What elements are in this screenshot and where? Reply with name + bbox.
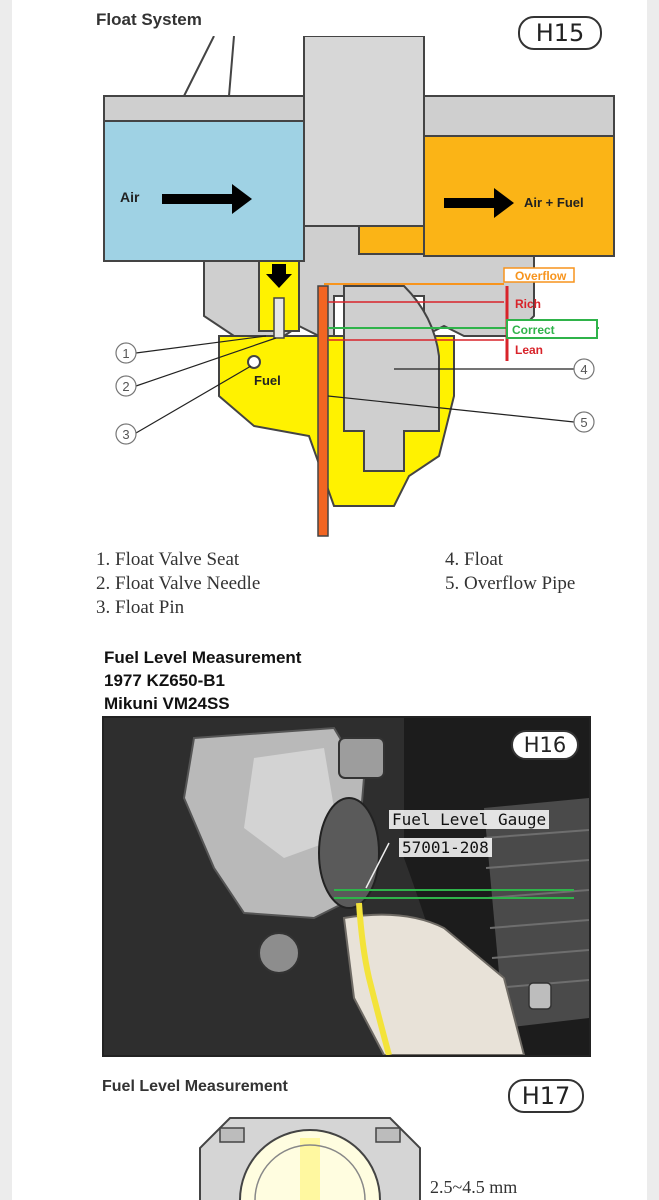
air-fuel-label: Air + Fuel [524, 195, 584, 210]
legend-right [445, 548, 575, 596]
float-system-title: Float System [96, 10, 202, 29]
air-label: Air [120, 189, 140, 205]
legend-item-float: 4. Float [445, 549, 504, 570]
h17-carb-diagram [190, 1108, 430, 1200]
legend-left [96, 548, 260, 620]
fuel-level-measurement-title: Fuel Level Measurement [102, 1078, 288, 1095]
document-page [12, 0, 647, 1200]
heading-line-3: Mikuni VM24SS [104, 694, 230, 713]
overflow-label: Overflow [515, 269, 567, 283]
throttle-slide [304, 36, 424, 226]
photo-illustration [104, 718, 589, 1055]
callout-1-number: 1 [122, 346, 130, 361]
callout-2-number: 2 [122, 379, 130, 394]
legend-item-float-valve-needle: 2. Float Valve Needle [96, 573, 261, 594]
fuel-level-photo [102, 716, 591, 1057]
callout-4-number: 4 [580, 362, 588, 377]
lean-label: Lean [515, 343, 544, 357]
fuel-label: Fuel [254, 373, 281, 388]
float-system-diagram [94, 36, 624, 548]
legend-item-float-valve-seat: 1. Float Valve Seat [96, 549, 240, 570]
heading-line-1: Fuel Level Measurement [104, 648, 302, 667]
gauge-part-number: 57001-208 [399, 838, 492, 857]
page-margin-right [647, 0, 659, 1200]
correct-label: Correct [512, 323, 555, 337]
figure-badge-h15: H15 [518, 16, 602, 50]
figure-badge-h16: H16 [511, 730, 579, 760]
fuel-level-photo-heading [104, 646, 301, 715]
air-funnel-outline [184, 36, 234, 96]
air-fuel-outlet [424, 136, 614, 256]
float-valve-needle [274, 298, 284, 338]
figure-badge-h17: H17 [508, 1079, 584, 1113]
heading-line-2: 1977 KZ650-B1 [104, 671, 225, 690]
overflow-pipe [318, 286, 328, 536]
rich-label: Rich [515, 297, 542, 311]
page-margin-left [0, 0, 12, 1200]
callout-5-number: 5 [580, 415, 588, 430]
needle-jet-mix [359, 226, 424, 254]
fuel-level-gauge-label: Fuel Level Gauge [389, 810, 549, 829]
dimension-label: 2.5~4.5 mm [430, 1177, 518, 1197]
legend-item-overflow-pipe: 5. Overflow Pipe [445, 573, 576, 594]
callout-3-number: 3 [122, 427, 130, 442]
legend-item-float-pin: 3. Float Pin [96, 597, 185, 618]
